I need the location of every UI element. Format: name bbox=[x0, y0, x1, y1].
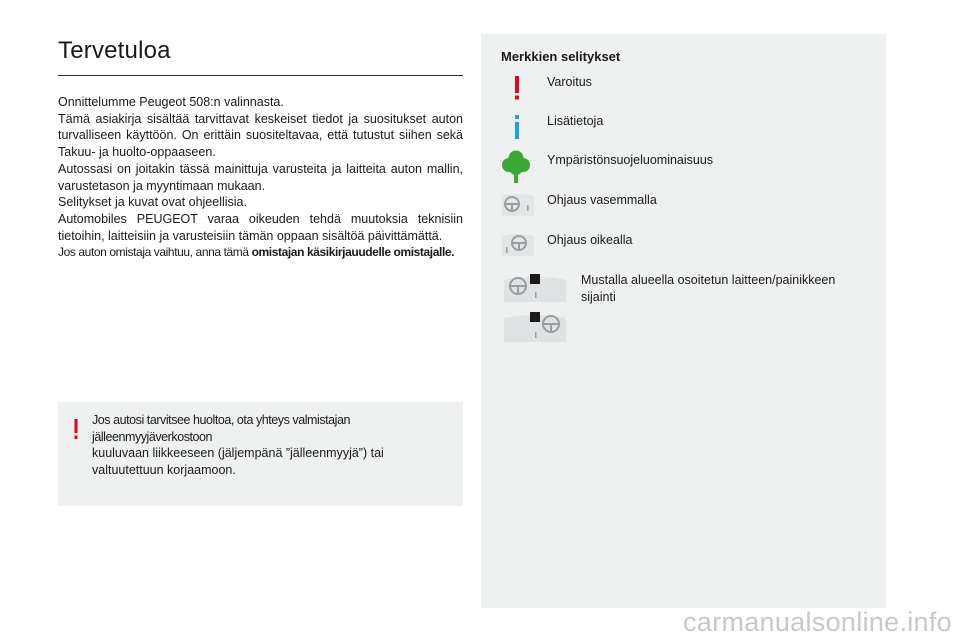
legend-item-location: Mustalla alueella osoitetun laitteen/painikkeen sijainti bbox=[581, 273, 836, 304]
service-note-box bbox=[58, 402, 463, 506]
warning-exclamation-icon bbox=[74, 419, 78, 439]
intro-paragraph-3: Autossasi on joitakin tässä mainittuja varusteita ja laitteita auton mallin, varustetason ja myyntimaan mukaan. bbox=[58, 161, 463, 193]
left-column bbox=[58, 36, 463, 261]
legend-item-environment: Ympäristönsuojeluominaisuus bbox=[547, 153, 714, 167]
intro-paragraph-5: Automobiles PEUGEOT varaa oikeuden tehdä muutoksia teknisiin tietoihin, laitteisiin ja varusteisiin tämän oppaan sisältöä päivittämättä. bbox=[58, 211, 463, 243]
info-icon bbox=[514, 115, 520, 139]
right-hand-drive-icon bbox=[501, 232, 535, 258]
owner-note-plain: Jos auton omistaja vaihtuu, anna tämä bbox=[58, 245, 252, 260]
dashboard-location-icon bbox=[502, 272, 568, 304]
service-note-line-1: Jos autosi tarvitsee huoltoa, ota yhteys valmistajan jälleenmyyjäverkostoon bbox=[92, 413, 350, 444]
legend-item-right-drive: Ohjaus oikealla bbox=[547, 233, 633, 247]
legend-title: Merkkien selitykset bbox=[501, 49, 621, 64]
intro-text bbox=[58, 94, 463, 261]
left-hand-drive-icon bbox=[501, 192, 535, 218]
tree-icon bbox=[502, 150, 530, 184]
intro-paragraph-2: Tämä asiakirja sisältää tarvittavat keskeiset tiedot ja suositukset auton turvalliseen käyttöön. On erittäin suositeltavaa, että tutustut siihen sekä Takuu- ja huolto-oppaaseen. bbox=[58, 111, 463, 160]
intro-paragraph-6 bbox=[58, 244, 463, 261]
warning-exclamation-icon bbox=[514, 76, 520, 100]
intro-paragraph-4: Selitykset ja kuvat ovat ohjeellisia. bbox=[58, 195, 247, 210]
intro-line-1: Onnittelumme Peugeot 508:n valinnasta. bbox=[58, 95, 284, 109]
legend-item-left-drive: Ohjaus vasemmalla bbox=[547, 193, 657, 207]
owner-note-bold: omistajan käsikirjauudelle omistajalle. bbox=[251, 245, 455, 260]
watermark: carmanualsonline.info bbox=[683, 607, 952, 637]
legend-item-info: Lisätietoja bbox=[547, 114, 604, 128]
page-title: Tervetuloa bbox=[58, 37, 171, 64]
title-divider bbox=[58, 75, 463, 76]
legend-item-warning: Varoitus bbox=[547, 75, 592, 89]
service-note-text: kuuluvaan liikkeeseen (jäljempänä ”jälleenmyyjä”) tai valtuutettuun korjaamoon. bbox=[92, 446, 384, 477]
dashboard-location-icon bbox=[502, 310, 568, 344]
legend-panel bbox=[481, 34, 886, 608]
